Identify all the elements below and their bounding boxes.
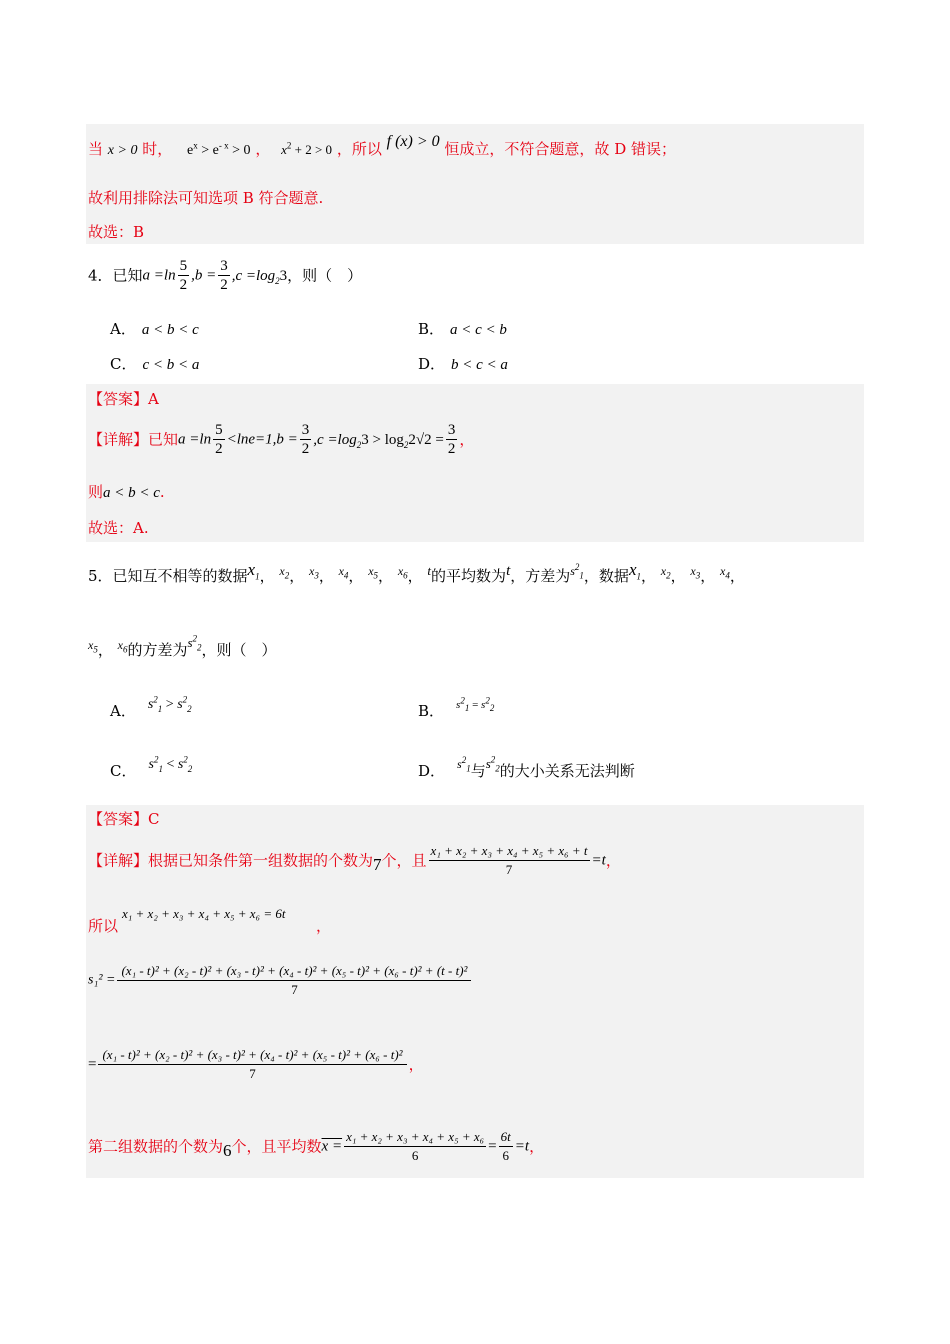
q3-line1-t3: ，所以 bbox=[336, 140, 382, 158]
q3-line1-t2: ， bbox=[255, 140, 271, 158]
q3-cond4: f (x) > 0 bbox=[386, 133, 440, 150]
q5-option-d[interactable]: D． $^{s^2_1}$与$s^2_2$的大小关系无法判断 bbox=[418, 754, 635, 780]
q5-option-b[interactable]: B． $^{s^2_1 = s^2_2}$ bbox=[418, 695, 495, 720]
q5-detail-line1: 【详解】根据已知条件第一组数据的个数为7个，且 $\frac{\text{x₁ + x₂ + x₃ + x₄ + x₅ + x₆ + t}}{7}$ =t， bbox=[88, 843, 621, 877]
q4-frac1: $\frac{5}{2}$ bbox=[179, 258, 188, 293]
q4-stem-suffix: ，则（ ） bbox=[287, 266, 363, 285]
q3-line3: 故选：B bbox=[88, 223, 145, 241]
q3-cond3: $x^2 + 2 > 0$ bbox=[281, 140, 333, 157]
q4-answer: 【答案】A bbox=[88, 390, 159, 408]
q4-stem bbox=[88, 257, 362, 294]
q5-option-a[interactable]: A． $s^2_1 > s^2_2$ bbox=[110, 694, 192, 720]
q5-answer: 【答案】C bbox=[88, 810, 160, 828]
q5-detail-line2: x₁ + x₂ + x₃ + x₄ + x₅ + x₆ = 6t 所以 ， bbox=[88, 906, 332, 935]
q4-then: 则a < b < c. bbox=[88, 483, 165, 501]
q3-cond2: $e^x > e^{- x} > 0$ bbox=[187, 140, 251, 158]
q4-b: ,b = bbox=[191, 267, 217, 284]
solution-block-q4 bbox=[86, 384, 864, 542]
q3-line2: 故利用排除法可知选项 B 符合题意. bbox=[88, 189, 324, 207]
q4-c: $,c =\log_23$ bbox=[231, 267, 288, 286]
q4-stem-prefix: 4．已知 bbox=[88, 266, 143, 285]
q4-detail: 【详解】已知a =ln $\frac{5}{2}$ <lne=1,b = $\frac{3}{2}$ $,c =\log_23 > \log_22√2$ = $\frac{3}{2}$ ， bbox=[88, 422, 475, 457]
q3-line1-t4: 恒成立，不符合题意，故 D 错误； bbox=[444, 140, 676, 158]
q5-s1-formula: s₁² = (x₁ - t)² + (x₂ - t)² + (x₃ - t)² + (x₄ - t)² + (x₅ - t)² + (x₆ - t)² + (t - t)² 7 bbox=[88, 962, 473, 999]
q3-line1 bbox=[88, 133, 676, 161]
q5-stem-line1: 5．已知互不相等的数据$x_1$， $^{x_2}$， $^{x_3}$， $^{x_4}$， $^{x_5}$， $^{x_6}$， t的平均数为t，方差为$^{s^2_1}$，数据$x_1$， $^{x_2}$， $^{x_3}$， $^{x_4}$， bbox=[88, 560, 745, 585]
q4-a: a =ln bbox=[142, 267, 176, 284]
q4-option-d[interactable]: D． b < c < a bbox=[418, 355, 508, 373]
q4-option-a[interactable]: A． a < b < c bbox=[110, 320, 199, 338]
q5-eq2-formula: = (x₁ - t)² + (x₂ - t)² + (x₃ - t)² + (x₄ - t)² + (x₅ - t)² + (x₆ - t)² 7 ， bbox=[88, 1047, 424, 1081]
q5-option-c[interactable]: C． $s^2_1 < s^2_2$ bbox=[110, 754, 193, 780]
q4-frac2: $\frac{3}{2}$ bbox=[220, 258, 228, 293]
q3-cond1: x > 0 bbox=[107, 143, 138, 158]
q5-group2: 第二组数据的个数为6个，且平均数x = $\frac{\text{x₁ + x₂ + x₃ + x₄ + x₅ + x₆}}{6}$ = $\frac{6t}{6}$ =t， bbox=[88, 1129, 545, 1163]
q3-line1-t1: 时， bbox=[142, 140, 173, 158]
q4-option-c[interactable]: C． c < b < a bbox=[110, 355, 200, 373]
q4-choose: 故选：A. bbox=[88, 519, 149, 537]
q3-line1-prefix: 当 bbox=[88, 140, 104, 158]
q5-stem-line2: $^{x_5}$， $^{x_6}$的方差为$s^2_2$，则（ ） bbox=[88, 633, 277, 659]
q4-option-b[interactable]: B． a < c < b bbox=[418, 320, 507, 338]
